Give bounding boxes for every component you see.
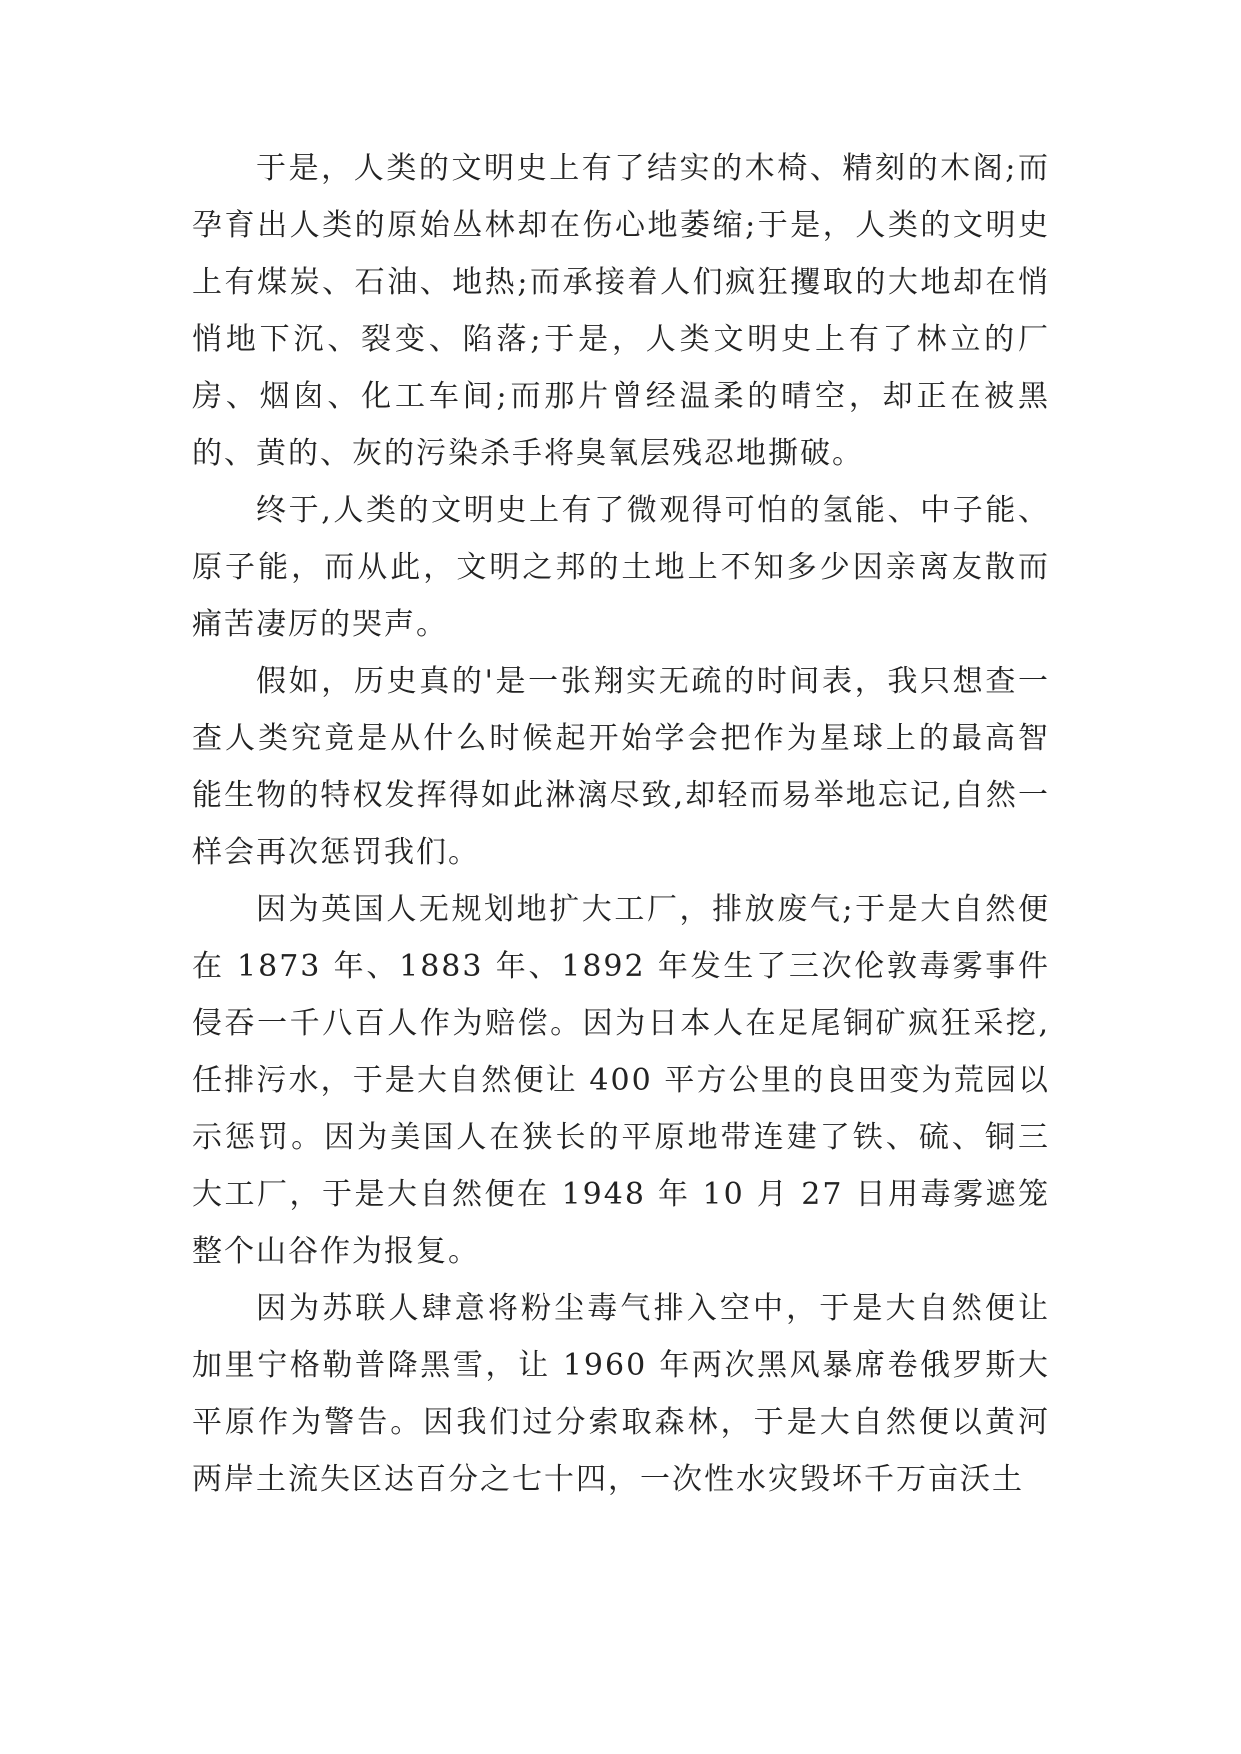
paragraph-2: 终于,人类的文明史上有了微观得可怕的氢能、中子能、原子能，而从此，文明之邦的土地上不知多少因亲离友散而痛苦凄厉的哭声。: [192, 493, 1050, 642]
paragraph-3: 假如，历史真的'是一张翔实无疏的时间表，我只想查一查人类究竟是从什么时候起开始学会把作为星球上的最高智能生物的特权发挥得如此淋漓尽致,却轻而易举地忘记,自然一样会再次惩罚我们。: [192, 664, 1050, 870]
paragraph-4: 因为英国人无规划地扩大工厂，排放废气;于是大自然便在 1873 年、1883 年、1892 年发生了三次伦敦毒雾事件侵吞一千八百人作为赔偿。因为日本人在足尾铜矿疯狂采挖,任排污水，于是大自然便让 400 平方公里的良田变为荒园以示惩罚。因为美国人在狭长的平原地带连建了铁、硫、铜三大工厂，于是大自然便在 1948 年 10 月 27 日用毒雾遮笼整个山谷作为报复。: [192, 892, 1050, 1269]
document-page: [192, 140, 1050, 1508]
paragraph-1: 于是，人类的文明史上有了结实的木椅、精刻的木阁;而孕育出人类的原始丛林却在伤心地萎缩;于是，人类的文明史上有煤炭、石油、地热;而承接着人们疯狂攫取的大地却在悄悄地下沉、裂变、陷落;于是，人类文明史上有了林立的厂房、烟囱、化工车间;而那片曾经温柔的晴空，却正在被黑的、黄的、灰的污染杀手将臭氧层残忍地撕破。: [192, 151, 1050, 471]
paragraph-5: 因为苏联人肆意将粉尘毒气排入空中，于是大自然便让加里宁格勒普降黑雪，让 1960 年两次黑风暴席卷俄罗斯大平原作为警告。因我们过分索取森林，于是大自然便以黄河两岸土流失区达百分之七十四，一次性水灾毁坏千万亩沃土: [192, 1291, 1050, 1497]
